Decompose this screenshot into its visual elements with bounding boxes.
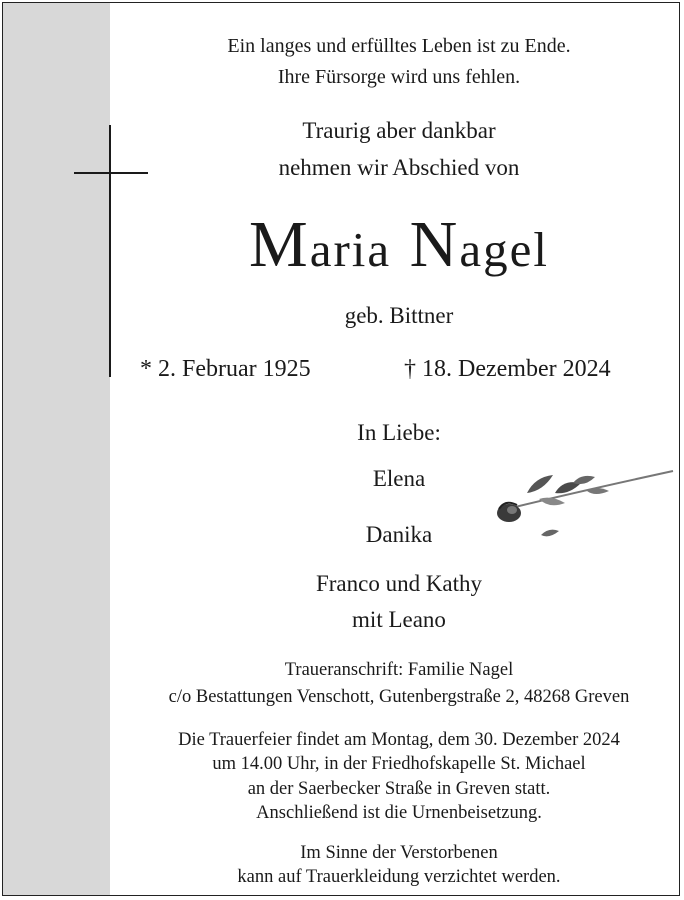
obituary-notice xyxy=(2,2,680,896)
ceremony-line-2: um 14.00 Uhr, in der Friedhofskapelle St. Michael xyxy=(212,754,586,774)
intro-line-2: Ihre Fürsorge wird uns fehlen. xyxy=(277,66,521,88)
mourner-4: mit Leano xyxy=(352,607,446,632)
mourner-2: Danika xyxy=(365,522,433,547)
birth-date: * 2. Februar 1925 xyxy=(140,356,311,382)
name-last-rest: agel xyxy=(459,222,549,277)
love-heading: In Liebe: xyxy=(357,420,441,445)
rose-icon xyxy=(491,463,675,543)
deceased-name xyxy=(111,207,680,288)
ceremony-line-4: Anschließend ist die Urnenbeisetzung. xyxy=(256,803,542,823)
name-first-rest: aria xyxy=(309,222,392,277)
side-bar xyxy=(3,3,110,895)
intro-line-1: Ein langes und erfülltes Leben ist zu Ende. xyxy=(227,35,571,57)
heading-line-2: nehmen wir Abschied von xyxy=(278,155,520,180)
mourner-3: Franco und Kathy xyxy=(315,571,483,596)
mourner-1: Elena xyxy=(372,466,426,491)
birth-name: geb. Bittner xyxy=(344,303,454,328)
name-last-initial: N xyxy=(409,208,460,281)
ceremony-line-1: Die Trauerfeier findet am Montag, dem 30. Dezember 2024 xyxy=(178,730,620,750)
heading-line-1: Traurig aber dankbar xyxy=(302,118,496,143)
ceremony-line-3: an der Saerbecker Straße in Greven statt. xyxy=(247,779,551,799)
name-first-initial: M xyxy=(249,208,310,281)
address-line-2: c/o Bestattungen Venschott, Gutenbergstraße 2, 48268 Greven xyxy=(168,687,630,707)
closing-line-2: kann auf Trauerkleidung verzichtet werden. xyxy=(237,867,561,887)
address-line-1: Traueranschrift: Familie Nagel xyxy=(284,660,514,680)
closing-line-1: Im Sinne der Verstorbenen xyxy=(300,843,498,863)
death-date: † 18. Dezember 2024 xyxy=(404,356,611,382)
